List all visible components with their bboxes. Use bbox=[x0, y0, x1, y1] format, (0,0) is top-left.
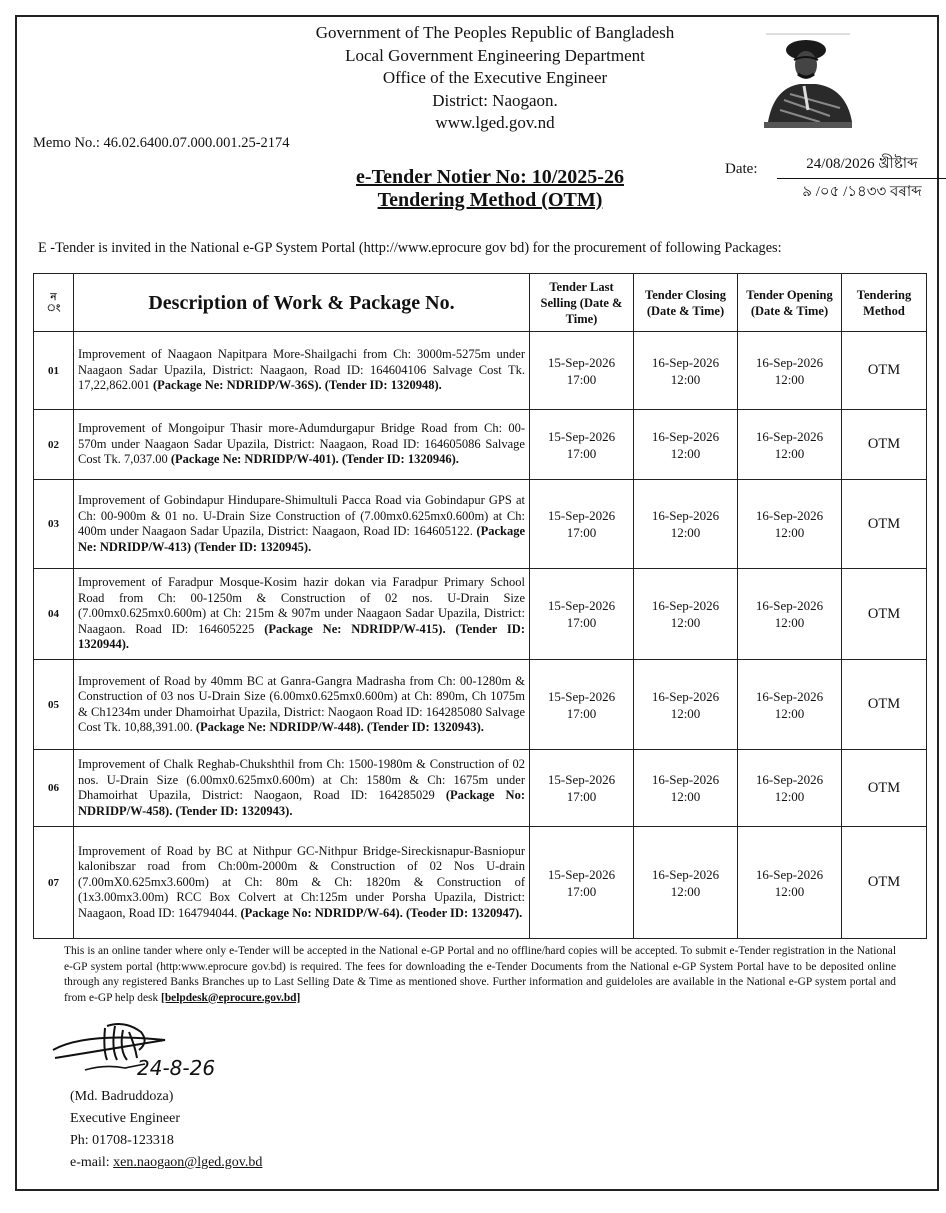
tendering-method-title: Tendering Method (OTM) bbox=[377, 189, 603, 211]
signatory-block bbox=[70, 1086, 262, 1174]
work-text: Improvement of Road by 40mm BC at Ganra-Gangra Madrasha from Ch: 00-1280m & Construction of 03 nos U-Drain Size (6.00mx0.625mx0.600m) at Ch: 890m, Ch 1075m & Ch1234m under Dhamoirhat Upazila, District: Naogaon Road ID: 164285080 Salvage Cost Tk. 10,88,391.00. bbox=[78, 673, 525, 734]
closing-time: 12:00 bbox=[670, 525, 701, 540]
work-text: Improvement of Mongoipur Thasir more-Adumdurgapur Bridge Road from Ch: 00-570m under Naagaon Sadar Upazila, District: Naagaon, Road ID: 164605086 Salvage Cost Tk. 7,037.00 bbox=[78, 421, 525, 467]
package-text: (Package Ne: NDRIDP/W-36S). (Tender ID: 1320948). bbox=[153, 378, 442, 393]
package-text: (Package Ne: NDRIDP/W-415). (Tender ID: 1320944). bbox=[78, 621, 525, 652]
row-description bbox=[74, 332, 530, 410]
closing-date: 16-Sep-2026 bbox=[651, 354, 720, 370]
closing-time: 12:00 bbox=[670, 615, 701, 630]
row-description bbox=[74, 827, 530, 939]
package-text: (Package Ne: NDRIDP/W-448). (Tender ID: 1320943). bbox=[195, 720, 484, 734]
table-row bbox=[34, 660, 927, 750]
notice-title bbox=[270, 166, 710, 212]
closing-time: 12:00 bbox=[670, 789, 701, 804]
closing-time: 12:00 bbox=[670, 445, 701, 461]
package-text: (Package No: NDRIDP/W-458). (Tender ID: 1320943). bbox=[78, 788, 525, 818]
row-opening bbox=[738, 332, 842, 410]
row-opening bbox=[738, 480, 842, 569]
footnote-text: This is an online tander where only e-Tender will be accepted in the National e-GP Portal and no offline/hard copies will be accepted. To submit e-Tender registration in the National e-GP system portal (http:www.eprocure gov.bd) is required. The fees for downloading the e-Tender Documents from the National e-GP System Portal have to be deposited online through any registered Banks Branches up to Last Selling Date & Time as mentioned shove. Further information and guideloles are available in the National e-GP system portal and from e-GP help desk bbox=[64, 945, 896, 1004]
opening-date: 16-Sep-2026 bbox=[755, 688, 824, 704]
signatory-designation: Executive Engineer bbox=[70, 1111, 181, 1126]
selling-date: 15-Sep-2026 bbox=[547, 508, 616, 523]
selling-time: 17:00 bbox=[566, 789, 597, 804]
signatory-email-link[interactable]: xen.naogaon@lged.gov.bd bbox=[113, 1155, 263, 1170]
row-closing bbox=[634, 660, 738, 750]
opening-date: 16-Sep-2026 bbox=[755, 866, 824, 882]
row-sl: 02 bbox=[34, 410, 74, 480]
header-line-office: Office of the Executive Engineer bbox=[382, 68, 608, 87]
signatory-phone: Ph: 01708-123318 bbox=[70, 1133, 174, 1148]
closing-time: 12:00 bbox=[670, 705, 701, 721]
row-last-selling bbox=[530, 569, 634, 660]
row-last-selling bbox=[530, 332, 634, 410]
tender-table bbox=[33, 273, 927, 939]
signature-date: 24-8-26 bbox=[137, 1056, 216, 1080]
opening-time: 12:00 bbox=[774, 789, 805, 804]
opening-time: 12:00 bbox=[774, 525, 805, 540]
col-header-method: Tendering Method bbox=[842, 274, 927, 332]
signature-image bbox=[45, 1020, 220, 1090]
opening-date: 16-Sep-2026 bbox=[755, 428, 824, 444]
table-row bbox=[34, 569, 927, 660]
closing-time: 12:00 bbox=[670, 371, 701, 387]
notice-number: e-Tender Notier No: 10/2025-26 bbox=[356, 166, 624, 188]
selling-date: 15-Sep-2026 bbox=[547, 688, 616, 704]
selling-time: 17:00 bbox=[566, 525, 597, 540]
row-method: OTM bbox=[842, 332, 927, 410]
office-header bbox=[240, 22, 750, 135]
opening-time: 12:00 bbox=[774, 371, 805, 387]
signatory-name: (Md. Badruddoza) bbox=[70, 1089, 174, 1104]
col-header-last-selling: Tender Last Selling (Date & Time) bbox=[530, 274, 634, 332]
intro-text: E -Tender is invited in the National e-GP System Portal (http://www.eprocure gov bd) for the procurement of following Packages: bbox=[38, 240, 782, 256]
opening-date: 16-Sep-2026 bbox=[755, 772, 824, 787]
selling-time: 17:00 bbox=[566, 615, 597, 630]
closing-time: 12:00 bbox=[670, 883, 701, 899]
package-text: (Package Ne: NDRIDP/W-401). (Tender ID: 1320946). bbox=[170, 452, 459, 467]
header-line-district: District: Naogaon. bbox=[432, 90, 558, 110]
row-method: OTM bbox=[842, 480, 927, 569]
row-description bbox=[74, 660, 530, 750]
work-text: Improvement of Road by BC at Nithpur GC-Nithpur Bridge-Sireckisnapur-Basniopur kalonibszar road from Ch:00m-2000m & Construction of 02 Nos U-drain (7.00mX0.625mx3.600m) at Ch: 80m & Ch: 1820m & Construction of (1x3.00mx3.00m) RCC Box Colvert at Ch:125m under Porsha Upazila, District: Naagaon, Road ID: 164794044. bbox=[78, 843, 525, 920]
row-last-selling bbox=[530, 750, 634, 827]
footnote bbox=[64, 944, 896, 1006]
row-sl: 07 bbox=[34, 827, 74, 939]
opening-time: 12:00 bbox=[774, 445, 805, 461]
row-method: OTM bbox=[842, 569, 927, 660]
selling-time: 17:00 bbox=[566, 883, 597, 899]
row-description bbox=[74, 410, 530, 480]
row-closing bbox=[634, 332, 738, 410]
col-header-opening: Tender Opening (Date & Time) bbox=[738, 274, 842, 332]
package-text: (Package No: NDRIDP/W-64). (Teoder ID: 1320947). bbox=[240, 905, 523, 920]
row-closing bbox=[634, 750, 738, 827]
row-opening bbox=[738, 410, 842, 480]
row-sl: 03 bbox=[34, 480, 74, 569]
row-closing bbox=[634, 480, 738, 569]
closing-date: 16-Sep-2026 bbox=[651, 866, 720, 882]
header-line-website: www.lged.gov.nd bbox=[435, 113, 555, 132]
helpdesk-email-link[interactable]: [belpdesk@eprocure.gov.bd] bbox=[161, 991, 301, 1004]
row-method: OTM bbox=[842, 660, 927, 750]
selling-time: 17:00 bbox=[566, 371, 597, 387]
col-header-description: Description of Work & Package No. bbox=[74, 274, 530, 332]
date-label: Date: bbox=[725, 161, 758, 177]
package-text: (Package Ne: NDRIDP/W-413) (Tender ID: 1320945). bbox=[78, 524, 526, 554]
row-closing bbox=[634, 410, 738, 480]
table-row bbox=[34, 750, 927, 827]
row-opening bbox=[738, 569, 842, 660]
row-method: OTM bbox=[842, 827, 927, 939]
opening-date: 16-Sep-2026 bbox=[755, 354, 824, 370]
row-method: OTM bbox=[842, 410, 927, 480]
work-text: Improvement of Naagaon Napitpara More-Shailgachi from Ch: 3000m-5275m under Naagaon Sadar Upazila, District: Naagaon, Road ID: 164604106 Salvage Cost Tk. 17,22,862.001 bbox=[78, 347, 525, 393]
date-bangla: ৯ /০৫ /১৪৩৩ বৰাব্দ bbox=[802, 184, 922, 200]
row-opening bbox=[738, 750, 842, 827]
opening-date: 16-Sep-2026 bbox=[755, 598, 824, 613]
signatory-email-row bbox=[70, 1152, 262, 1174]
selling-date: 15-Sep-2026 bbox=[547, 598, 616, 613]
row-last-selling bbox=[530, 660, 634, 750]
row-sl: 05 bbox=[34, 660, 74, 750]
memo-number: Memo No.: 46.02.6400.07.000.001.25-2174 bbox=[33, 135, 290, 151]
table-row bbox=[34, 827, 927, 939]
row-method: OTM bbox=[842, 750, 927, 827]
date-values bbox=[777, 152, 946, 205]
col-header-closing: Tender Closing (Date & Time) bbox=[634, 274, 738, 332]
col-header-sl: ন ং bbox=[34, 274, 74, 332]
closing-date: 16-Sep-2026 bbox=[651, 772, 720, 787]
table-row bbox=[34, 480, 927, 569]
date-english: 24/08/2026 খ্রীষ্টাব্দ bbox=[777, 152, 946, 179]
opening-time: 12:00 bbox=[774, 615, 805, 630]
selling-date: 15-Sep-2026 bbox=[547, 866, 616, 882]
table-header-row bbox=[34, 274, 927, 332]
row-last-selling bbox=[530, 480, 634, 569]
row-closing bbox=[634, 827, 738, 939]
selling-date: 15-Sep-2026 bbox=[547, 772, 616, 787]
row-description bbox=[74, 750, 530, 827]
row-description bbox=[74, 480, 530, 569]
opening-time: 12:00 bbox=[774, 705, 805, 721]
header-line-government: Government of The Peoples Republic of Bangladesh bbox=[315, 23, 675, 42]
portrait-image bbox=[760, 30, 856, 130]
selling-time: 17:00 bbox=[566, 445, 597, 461]
closing-date: 16-Sep-2026 bbox=[651, 428, 720, 444]
opening-date: 16-Sep-2026 bbox=[755, 508, 824, 523]
work-text: Improvement of Faradpur Mosque-Kosim hazir dokan via Faradpur Primary School Road from Ch: 00-1250m & Construction of 02 nos. U-Drain Size (7.00mx0.625mx0.600m) at Ch: 215m & 907m under Naagaon Sadar Upazila, District: Naagaon. Road ID: 164605225 bbox=[78, 575, 525, 636]
email-label: e-mail: bbox=[70, 1155, 110, 1170]
work-text: Improvement of Gobindapur Hindupare-Shimultuli Pacca Road via Gobindapur GPS at Ch: 00-900m & 01 no. U-Drain Size Construction of (7.00mx0.625mx0.600m) at Ch: 400m under Naagaon Sadar Upazila, District: Naagaon, Road ID: 164605122. bbox=[78, 493, 525, 538]
row-sl: 06 bbox=[34, 750, 74, 827]
row-sl: 01 bbox=[34, 332, 74, 410]
table-row bbox=[34, 410, 927, 480]
selling-time: 17:00 bbox=[566, 705, 597, 721]
opening-time: 12:00 bbox=[774, 883, 805, 899]
table-row bbox=[34, 332, 927, 410]
closing-date: 16-Sep-2026 bbox=[651, 688, 720, 704]
row-closing bbox=[634, 569, 738, 660]
closing-date: 16-Sep-2026 bbox=[651, 598, 720, 613]
row-opening bbox=[738, 660, 842, 750]
selling-date: 15-Sep-2026 bbox=[547, 354, 616, 370]
row-last-selling bbox=[530, 827, 634, 939]
row-sl: 04 bbox=[34, 569, 74, 660]
closing-date: 16-Sep-2026 bbox=[651, 508, 720, 523]
row-description bbox=[74, 569, 530, 660]
row-opening bbox=[738, 827, 842, 939]
selling-date: 15-Sep-2026 bbox=[547, 428, 616, 444]
header-line-department: Local Government Engineering Department bbox=[345, 45, 645, 65]
work-text: Improvement of Chalk Reghab-Chukshthil from Ch: 1500-1980m & Construction of 02 nos. U-Drain Size (6.00mx0.625mx0.600m) at Ch: 1580m & Ch: 1675m under Dhamoirhat Upazila, District: Naogaon, Road ID: 164285029 bbox=[78, 757, 525, 802]
row-last-selling bbox=[530, 410, 634, 480]
